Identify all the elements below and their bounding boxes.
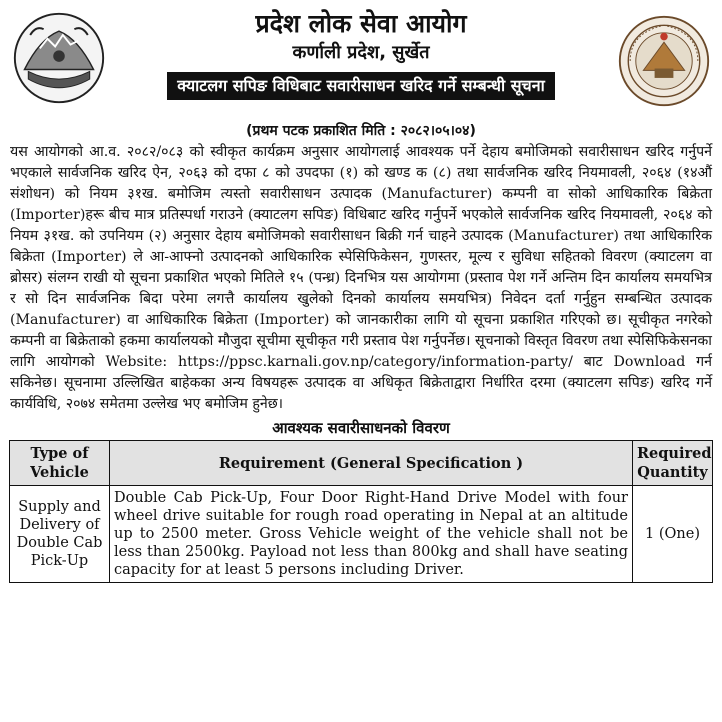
notice-title: क्याटलग सपिङ विधिबाट सवारीसाधन खरिद गर्ने सम्बन्धी सूचना — [167, 72, 554, 100]
requirements-table — [9, 440, 713, 583]
org-name: प्रदेश लोक सेवा आयोग — [255, 9, 467, 38]
header-required-quantity: Required Quantity — [633, 441, 713, 486]
first-published-date: (प्रथम पटक प्रकाशित मिति : २०८२।०५।०४) — [246, 123, 476, 139]
header-requirement: Requirement (General Specification ) — [110, 441, 633, 486]
vehicle-details-title: आवश्यक सवारीसाधनको विवरण — [272, 419, 450, 437]
cell-requirement: Double Cab Pick-Up, Four Door Right-Hand Drive Model with four wheel drive suitable for rough road operating in Nepal at an altitude up to 2500 meter. Gross Vehicle weight of the vehicle shall not be less than 2500kg. Payload not less than 800kg and shall have seating capacity for at least 5 persons including Driver. — [110, 486, 633, 583]
cell-vehicle-type: Supply and Delivery of Double Cab Pick-Up — [10, 486, 110, 583]
header-type-of-vehicle: Type of Vehicle — [10, 441, 110, 486]
nepal-emblem-logo — [11, 10, 107, 106]
table-row — [10, 486, 713, 583]
province-name: कर्णाली प्रदेश, सुर्खेत — [292, 42, 430, 63]
cell-quantity: 1 (One) — [633, 486, 713, 583]
table-header-row — [10, 441, 713, 486]
header-titles — [114, 6, 608, 100]
header — [9, 6, 713, 118]
commission-seal-logo — [617, 14, 711, 108]
notice-paragraph: यस आयोगको आ.व. २०८२/०८३ को स्वीकृत कार्यक्रम अनुसार आयोगलाई आवश्यक पर्ने देहाय बमोजिमको सवारीसाधन खरिद गर्नुपर्ने भएकाले सार्वजनिक खरिद ऐन, २०६३ को दफा ८ को उपदफा (१) को खण्ड क (८) तथा सार्वजनिक खरिद नियमावली, २०६४ (१४औं संशोधन) को नियम ३१ख. बमोजिम त्यस्तो सवारीसाधन उत्पादक (Manufacturer) कम्पनी वा सोको आधिकारिक बिक्रेता (Importer)हरू बीच मात्र प्रतिस्पर्धा गराउने (क्याटलग सपिङ) विधिबाट खरिद गर्नुपर्ने भएकोले सार्वजनिक खरिद नियमावली, २०६४ को नियम ३१ख. को उपनियम (२) अनुसार देहाय बमोजिमको सवारीसाधन बिक्री गर्न चाहने उत्पादक (Manufacturer) तथा आधिकारिक बिक्रेता (Importer) ले आ-आफ्नो उत्पादनको आधिकारिक स्पेसिफिकेसन, गुणस्तर, मूल्य र सुविधा सहितको विवरण (क्याटलग वा ब्रोसर) संलग्न राखी यो सूचना प्रकाशित भएको मितिले १५ (पन्ध्र) दिनभित्र यस आयोगमा (प्रस्ताव पेश गर्ने अन्तिम दिन कार्यालय समयभित्र र सो दिन सार्वजनिक बिदा परेमा लगत्तै कार्यालय खुलेको दिनको कार्यालय समयभित्र) निवेदन दर्ता गर्नुहुन सम्बन्धित उत्पादक (Manufacturer) वा आधिकारिक बिक्रेता (Importer) को जानकारीका लागि यो सूचना प्रकाशित गरिएको छ। सूचीकृत नगरेको कम्पनी वा बिक्रेताको हकमा कार्यालयको मौजुदा सूचीमा सूचीकृत गरी प्रस्ताव पेश गर्नुपर्नेछ। सूचनाको विस्तृत विवरण तथा स्पेसिफिकेसनका लागि आयोगको Website: https://ppsc.karnali.gov.np/category/information-party/ बाट Download गर्न सकिनेछ। सूचनामा उल्लिखित बाहेकका अन्य विषयहरू उत्पादक वा अधिकृत बिक्रेताद्वारा निर्धारित दरमा (क्याटलग सपिङ) खरिद गर्ने कार्यविधि, २०७४ समेतमा उल्लेख भए बमोजिम हुनेछ। — [10, 144, 712, 412]
notice-body — [10, 142, 712, 415]
